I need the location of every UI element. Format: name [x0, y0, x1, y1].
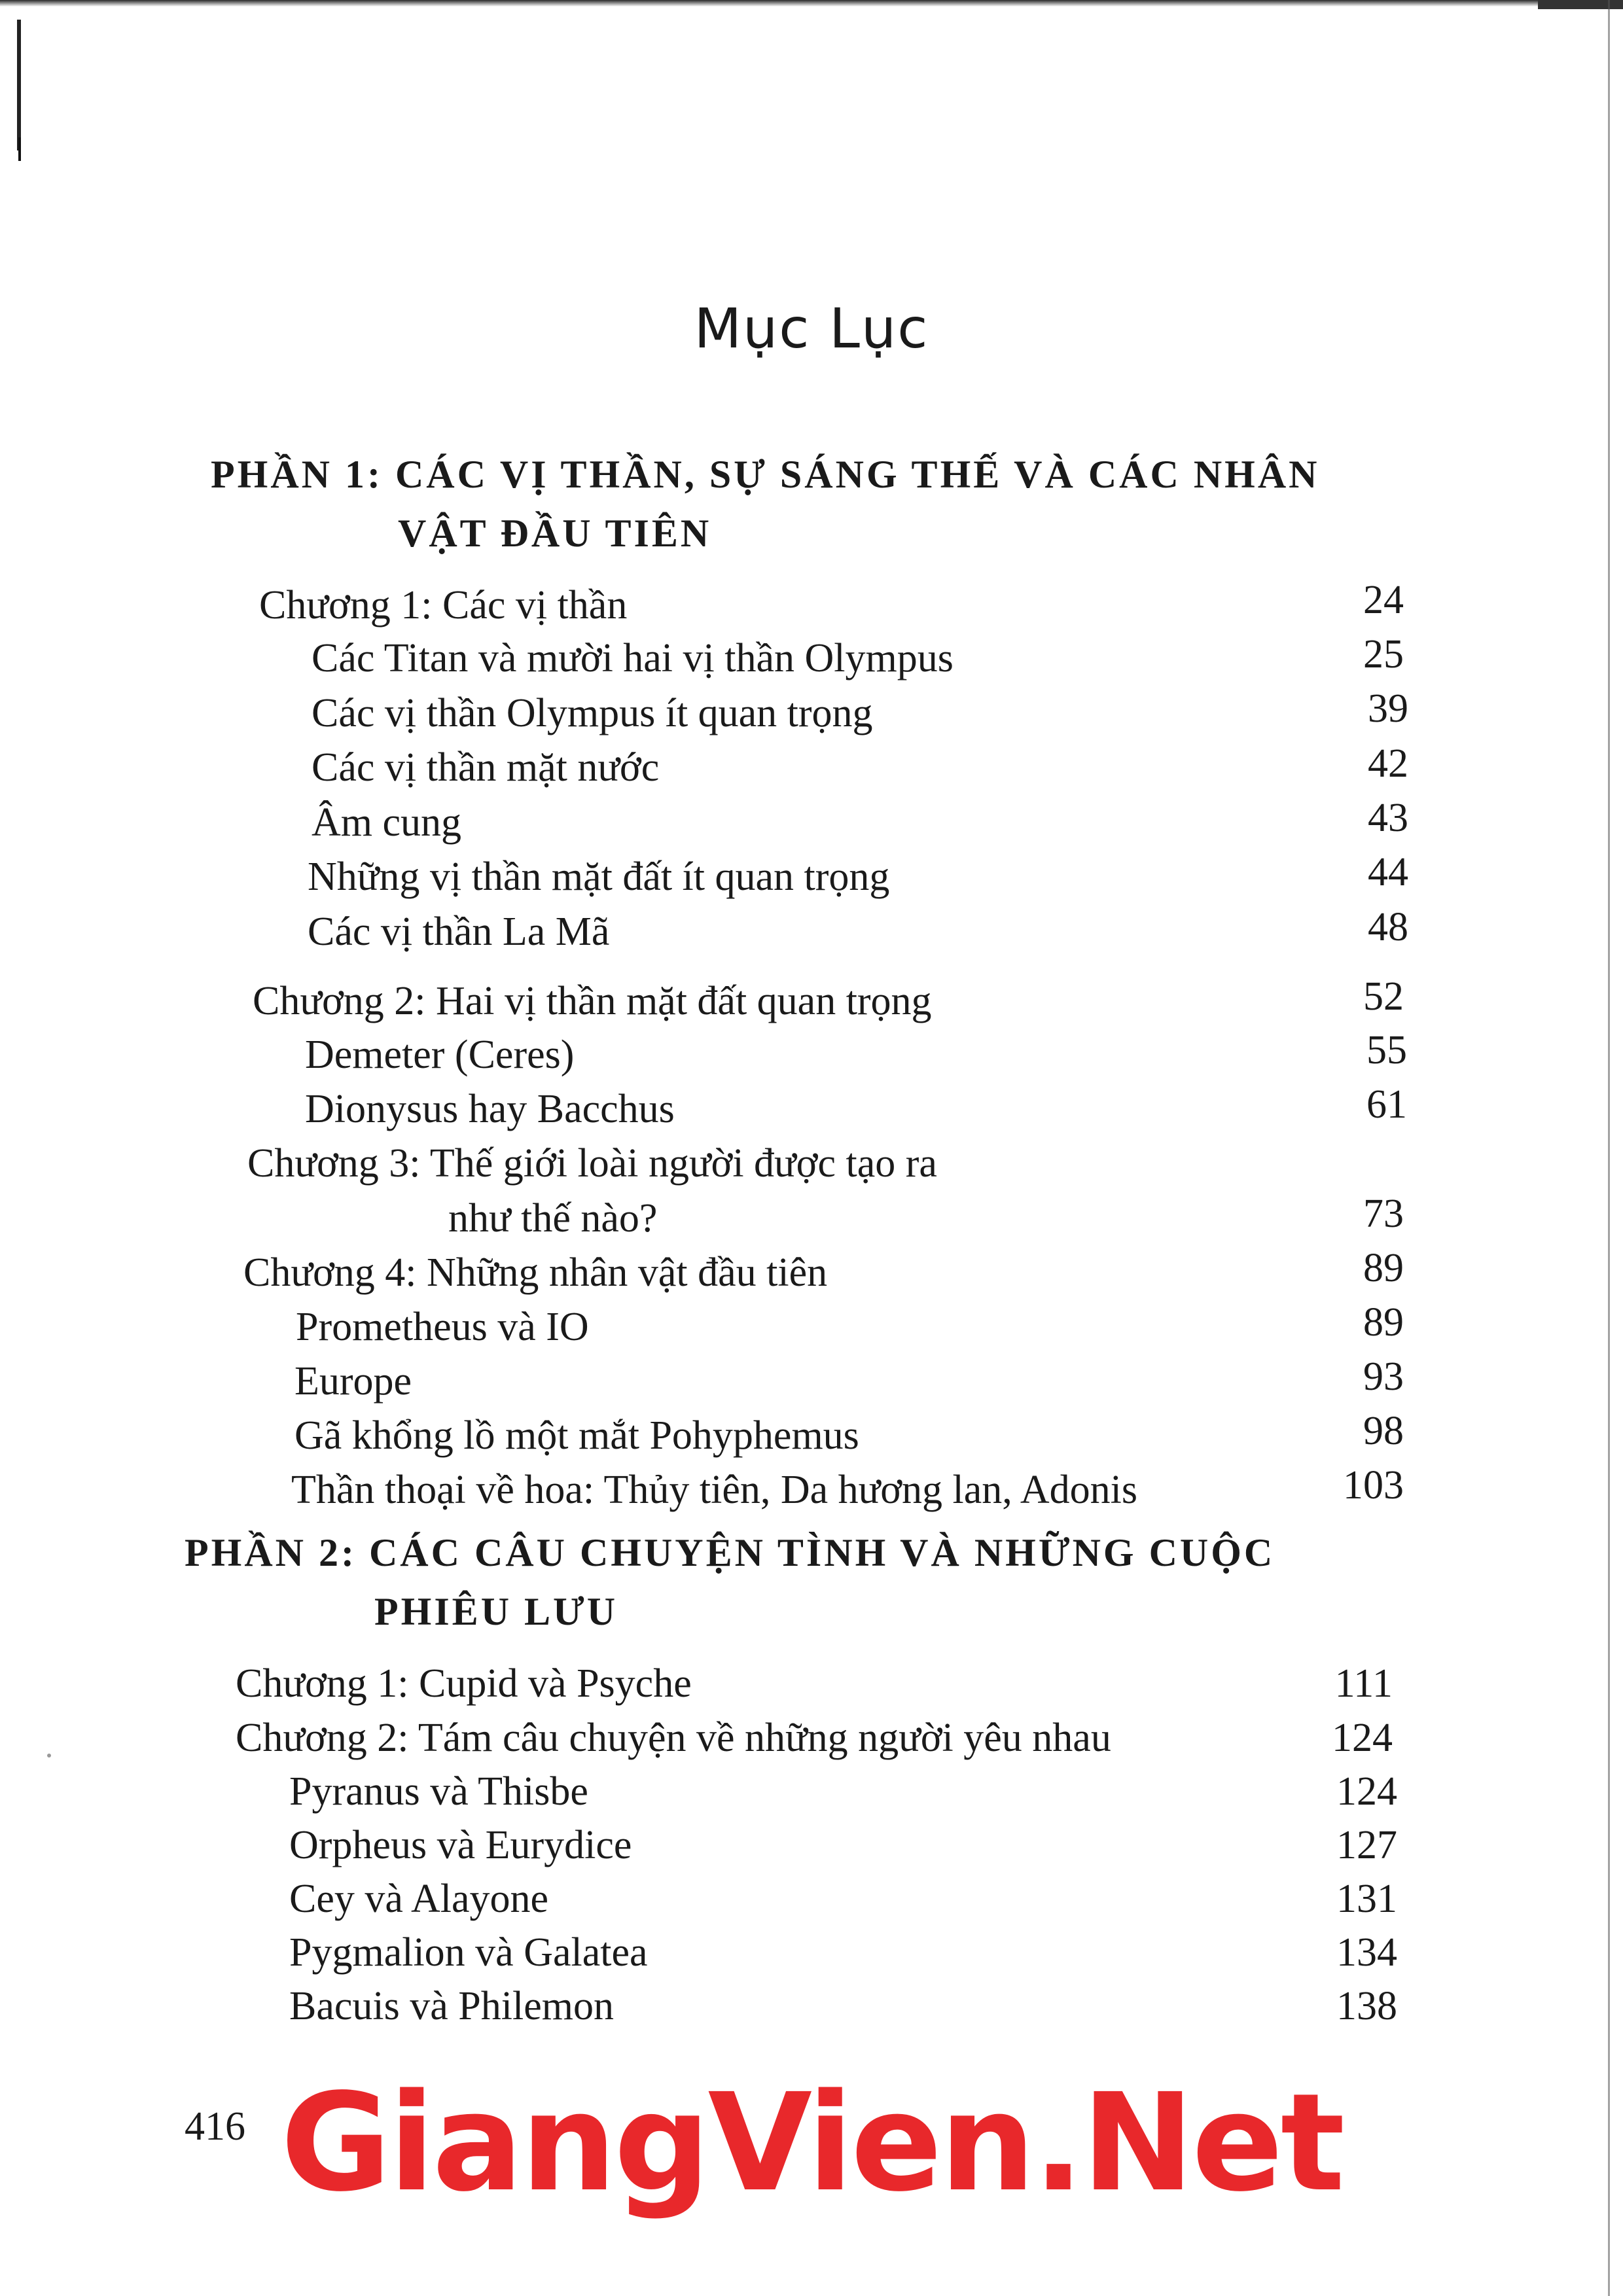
toc-entry-page: 43	[1368, 796, 1408, 840]
page-number: 416	[185, 2104, 245, 2149]
toc-entry-text: Pyranus và Thisbe	[289, 1769, 588, 1814]
toc-entry-page: 138	[1336, 1984, 1397, 2028]
toc-entry-text: Chương 2: Tám câu chuyện về những người yêu nhau	[236, 1716, 1111, 1760]
toc-entry-text: Cey và Alayone	[289, 1877, 549, 1921]
toc-entry-page: 48	[1368, 905, 1408, 949]
toc-entry-text: Các Titan và mười hai vị thần Olympus	[312, 636, 954, 680]
part-2-heading-line1: PHẦN 2: CÁC CÂU CHUYỆN TÌNH VÀ NHỮNG CUỘC	[185, 1531, 1275, 1574]
toc-entry-page: 42	[1368, 741, 1408, 786]
toc-entry-text: Chương 1: Cupid và Psyche	[236, 1661, 692, 1706]
toc-entry-page: 127	[1336, 1823, 1397, 1867]
toc-entry-text: Demeter (Ceres)	[305, 1033, 575, 1077]
toc-entry-page: 52	[1363, 974, 1404, 1019]
toc-entry-page: 25	[1363, 632, 1404, 677]
toc-entry-text: Chương 1: Các vị thần	[259, 583, 628, 627]
toc-entry-page: 39	[1368, 686, 1408, 731]
toc-entry-text: Bacuis và Philemon	[289, 1984, 614, 2028]
scan-edge-top	[0, 0, 1623, 7]
toc-entry-text: như thế nào?	[448, 1196, 658, 1241]
toc-entry-text: Âm cung	[312, 800, 462, 845]
toc-entry-text: Các vị thần La Mã	[308, 910, 610, 954]
scan-edge-corner	[1538, 0, 1623, 9]
toc-entry-text: Chương 3: Thế giới loài người được tạo ra	[247, 1141, 937, 1186]
toc-entry-text: Europe	[294, 1359, 412, 1404]
toc-entry-page: 124	[1336, 1769, 1397, 1814]
part-1-heading-line1: PHẦN 1: CÁC VỊ THẦN, SỰ SÁNG THẾ VÀ CÁC NHÂN	[211, 453, 1320, 496]
toc-entry-page: 111	[1334, 1661, 1393, 1706]
toc-entry-text: Thần thoại về hoa: Thủy tiên, Da hương lan, Adonis	[291, 1468, 1137, 1512]
toc-entry-page: 98	[1363, 1409, 1404, 1453]
toc-entry-page: 89	[1363, 1300, 1404, 1345]
toc-entry-text: Pygmalion và Galatea	[289, 1930, 648, 1975]
toc-entry-page: 103	[1343, 1463, 1404, 1508]
toc-entry-page: 73	[1363, 1192, 1404, 1236]
part-2-heading-line2: PHIÊU LƯU	[374, 1590, 618, 1633]
toc-entry-page: 24	[1363, 578, 1404, 622]
toc-entry-page: 124	[1332, 1716, 1393, 1760]
toc-entry-text: Chương 4: Những nhân vật đầu tiên	[243, 1250, 828, 1295]
toc-entry-page: 55	[1366, 1028, 1407, 1072]
toc-entry-text: Chương 2: Hai vị thần mặt đất quan trọng	[253, 979, 932, 1023]
toc-entry-text: Các vị thần Olympus ít quan trọng	[312, 691, 873, 735]
toc-entry-text: Gã khổng lồ một mắt Pohyphemus	[294, 1413, 859, 1458]
toc-entry-page: 131	[1336, 1877, 1397, 1921]
toc-entry-text: Orpheus và Eurydice	[289, 1823, 632, 1867]
scan-edge-left-mark	[18, 137, 21, 161]
toc-entry-text: Prometheus và IO	[296, 1305, 589, 1349]
page-title: Mục Lục	[694, 296, 929, 361]
toc-entry-page: 134	[1336, 1930, 1397, 1975]
toc-entry-page: 61	[1366, 1082, 1407, 1127]
toc-entry-page: 93	[1363, 1354, 1404, 1399]
toc-entry-page: 44	[1368, 850, 1408, 894]
toc-entry-text: Dionysus hay Bacchus	[305, 1087, 675, 1131]
scan-speck	[47, 1754, 51, 1757]
scan-edge-left	[17, 20, 21, 150]
watermark: GiangVien.Net	[280, 2064, 1343, 2221]
toc-entry-text: Những vị thần mặt đất ít quan trọng	[308, 855, 890, 899]
toc-entry-page: 89	[1363, 1246, 1404, 1290]
part-1-heading-line2: VẬT ĐẦU TIÊN	[398, 512, 712, 555]
toc-entry-text: Các vị thần mặt nước	[312, 745, 660, 790]
